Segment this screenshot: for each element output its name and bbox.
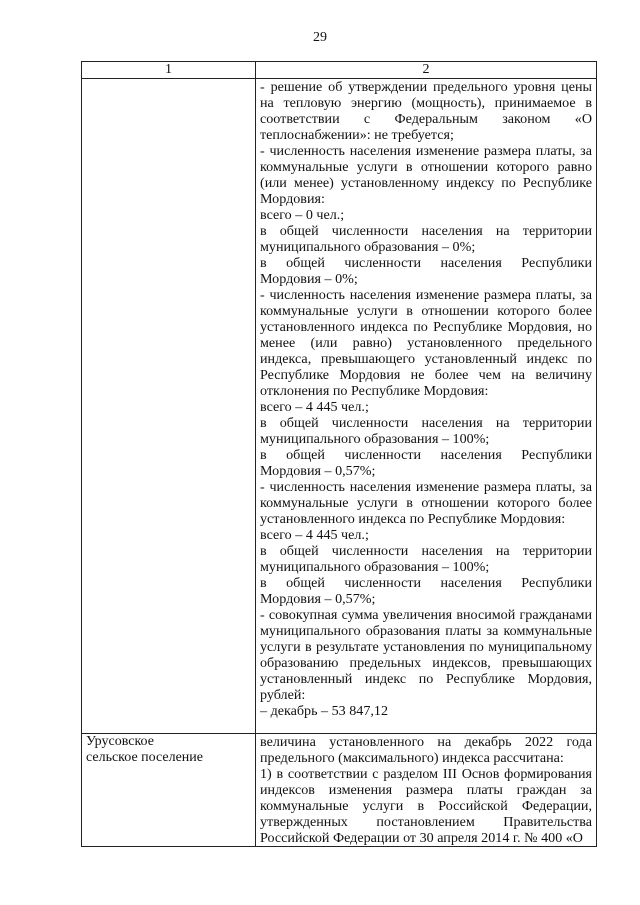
paragraph: в общей численности населения на территории муниципального образования – 0%; <box>260 223 592 255</box>
column-header-2: 2 <box>256 62 597 79</box>
paragraph: в общей численности населения Республики Мордовия – 0,57%; <box>260 575 592 607</box>
row-name-line: сельское поселение <box>86 750 203 765</box>
page-number: 29 <box>313 30 327 45</box>
table-header-row <box>82 62 597 79</box>
row-name-cell <box>82 734 256 847</box>
row-name-line: Урусовское <box>86 734 154 749</box>
paragraph: 1) в соответствии с разделом III Основ формирования индексов изменения размера платы граждан за коммунальные услуги в Российской Федерации, утвержденных постановлением Правительства Российской Федерации от 30 апреля 2014 г. № 400 «О <box>260 766 592 846</box>
paragraph: всего – 4 445 чел.; <box>260 399 369 415</box>
paragraph: в общей численности населения Республики Мордовия – 0,57%; <box>260 447 592 479</box>
paragraph: всего – 0 чел.; <box>260 207 345 223</box>
column-header-1: 1 <box>82 62 256 79</box>
paragraph: в общей численности населения на территории муниципального образования – 100%; <box>260 415 592 447</box>
paragraph: всего – 4 445 чел.; <box>260 527 369 543</box>
table-row <box>82 79 597 734</box>
paragraph: – декабрь – 53 847,12 <box>260 703 388 719</box>
table-row <box>82 734 597 847</box>
paragraph: величина установленного на декабрь 2022 года предельного (максимального) индекса рассчитана: <box>260 734 592 766</box>
paragraph: в общей численности населения на территории муниципального образования – 100%; <box>260 543 592 575</box>
paragraph: - численность населения изменение размера платы, за коммунальные услуги в отношении которого равно (или менее) установленному индексу по Республике Мордовия: <box>260 143 592 207</box>
document-table <box>81 61 597 847</box>
paragraph: - численность населения изменение размера платы, за коммунальные услуги в отношении которого более установленного индекса по Республике Мордовия, но менее (или равно) установленного предельного индекса, превышающего установленный индекс по Республике Мордовия не более чем на величину отклонения по Республике Мордовия: <box>260 287 592 399</box>
paragraph: - совокупная сумма увеличения вносимой гражданами муниципального образования платы за коммунальные услуги в результате установления по муниципальному образованию предельных индексов, превышающих установленный индекс по Республике Мордовия, рублей: <box>260 607 592 703</box>
paragraph: - численность населения изменение размера платы, за коммунальные услуги в отношении которого более установленного индекса по Республике Мордовия: <box>260 479 592 527</box>
paragraph: в общей численности населения Республики Мордовия – 0%; <box>260 255 592 287</box>
paragraph: - решение об утверждении предельного уровня цены на тепловую энергию (мощность), принимаемое в соответствии с Федеральным законом «О теплоснабжении»: не требуется; <box>260 79 592 143</box>
row-description-cell <box>256 79 597 734</box>
row-description-cell <box>256 734 597 847</box>
row-name-cell <box>82 79 256 734</box>
